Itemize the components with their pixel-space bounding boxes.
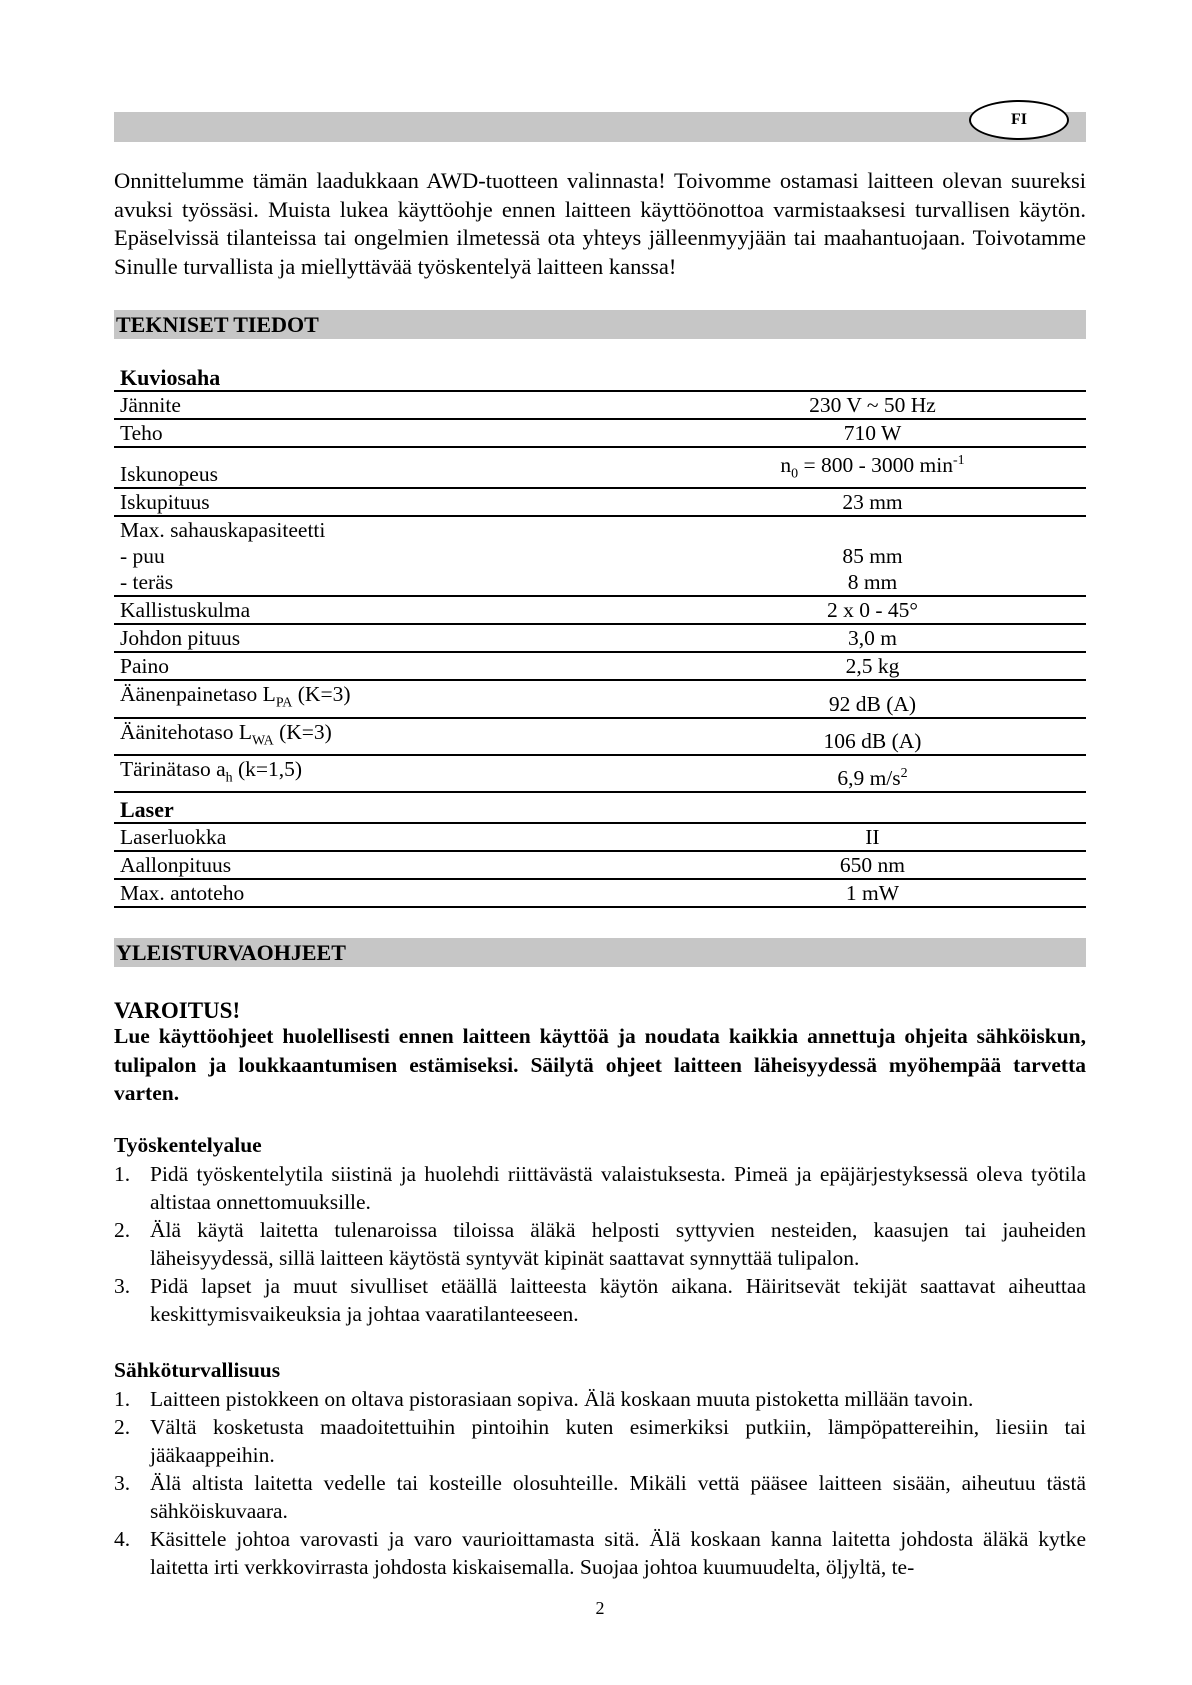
work-area-list [114,1160,1086,1328]
work-area-title: Työskentelyalue [114,1133,262,1157]
spec-value: 650 nm [659,851,1086,879]
spec-value: 2 x 0 - 45° [659,596,1086,624]
spec-value: 8 mm [847,570,898,595]
spec-label: - puu [120,544,165,569]
spec-label: Kallistuskulma [114,596,659,624]
spec-row [114,419,1086,447]
spec-row [114,391,1086,419]
spec-label: Tärinätaso $a_h$ (k=1,5) [114,755,659,792]
language-badge: FI [969,100,1069,140]
list-item [114,1385,1086,1413]
spec-row [114,596,1086,624]
spec-row [114,516,1086,543]
spec-value: 85 mm [842,544,903,569]
spec-value: II [659,823,1086,851]
spec-label: Max. antoteho [114,879,659,907]
spec-value: 230 V ~ 50 Hz [659,391,1086,419]
list-text: Älä käytä laitetta tulenaroissa tiloissa äläkä helposti syttyvien nesteiden, kaasujen tai jauheiden läheisyydessä, sillä laitteen käytöstä syntyvät kipinät saattavat synnyttää tulipalon. [150,1218,1086,1270]
electrical-safety-title: Sähköturvallisuus [114,1358,281,1382]
list-text: Pidä lapset ja muut sivulliset etäällä laitteesta käytön aikana. Häiritsevät tekijät saattavat aiheuttaa keskittymisvaikeuksia ja johtaa vaaratilanteeseen. [150,1274,1086,1326]
spec-label: Paino [114,652,659,680]
spec-row [114,447,1086,488]
spec-label: Teho [114,419,659,447]
spec-value: 6,9 $m/s^2$ [659,755,1086,792]
spec-label: - teräs [120,570,174,595]
spec-label: Laserluokka [114,823,659,851]
list-number: 3. [114,1274,131,1298]
spec-label: Johdon pituus [114,624,659,652]
list-number: 3. [114,1471,131,1495]
saw-specs-title: Kuviosaha [120,365,221,390]
list-item [114,1525,1086,1581]
list-number: 2. [114,1218,131,1242]
spec-value: 23 mm [659,488,1086,516]
laser-specs-title: Laser [120,797,174,822]
electrical-safety-list [114,1385,1086,1581]
spec-row [114,680,1086,717]
spec-row [114,624,1086,652]
spec-value: 2,5 kg [659,652,1086,680]
laser-specs-table [114,822,1086,908]
list-item [114,1413,1086,1469]
spec-row [114,823,1086,851]
spec-label: Aallonpituus [114,851,659,879]
list-number: 2. [114,1415,131,1439]
spec-value: 710 W [659,419,1086,447]
list-text: Vältä kosketusta maadoitettuihin pintoihin kuten esimerkiksi putkiin, lämpöpattereihin, liesiin tai jääkaappeihin. [150,1415,1086,1467]
list-item [114,1216,1086,1272]
spec-label: Äänenpainetaso $L_{PA}$ (K=3) [114,680,659,717]
spec-value: $n_0 = 800 - 3000$ $\min^{-1}$ [659,447,1086,488]
spec-label: Jännite [114,391,659,419]
spec-row [114,488,1086,516]
spec-row [114,851,1086,879]
list-text: Älä altista laitetta vedelle tai kosteille olosuhteille. Mikäli vettä pääsee laitteen sisään, aiheutuu tästä sähköiskuvaara. [150,1471,1086,1523]
spec-label: Iskupituus [114,488,659,516]
saw-specs-table [114,390,1086,793]
spec-row [114,652,1086,680]
list-item [114,1469,1086,1525]
header-bar [114,112,1086,142]
spec-value [659,516,1086,543]
warning-title: VAROITUS! [114,998,241,1023]
list-text: Käsittele johtoa varovasti ja varo vaurioittamasta sitä. Älä koskaan kanna laitetta johdosta äläkä kytke laitetta irti verkkovirrasta johdosta kiskaisemalla. Suojaa johtoa kuumuudelta, öljyltä, te- [150,1527,1086,1579]
page-number: 2 [595,1598,605,1618]
tech-specs-heading: TEKNISET TIEDOT [114,310,1086,339]
spec-row [114,543,1086,569]
spec-row [114,879,1086,907]
list-item [114,1272,1086,1328]
intro-paragraph: Onnittelumme tämän laadukkaan AWD-tuotteen valinnasta! Toivomme ostamasi laitteen olevan suureksi avuksi työssäsi. Muista lukea käyttöohje ennen laitteen käyttöönottoa varmistaaksesi turvallisen käytön. Epäselvissä tilanteissa tai ongelmien ilmetessä ota yhteys jälleenmyyjään tai maahantuojaan. Toivotamme Sinulle turvallista ja miellyttävää työskentelyä laitteen kanssa! [114,168,1086,279]
spec-row [114,569,1086,596]
spec-row [114,718,1086,755]
spec-value: 1 mW [659,879,1086,907]
safety-heading: YLEISTURVAOHJEET [114,938,1086,967]
spec-value: 106 dB (A) [659,718,1086,755]
spec-value: 92 dB (A) [659,680,1086,717]
spec-label: Max. sahauskapasiteetti [114,516,659,543]
list-item [114,1160,1086,1216]
spec-label: Iskunopeus [114,447,659,488]
list-number: 1. [114,1387,131,1411]
list-text: Pidä työskentelytila siistinä ja huolehdi riittävästä valaistuksesta. Pimeä ja epäjärjestyksessä oleva työtila altistaa onnettomuuksille. [150,1162,1086,1214]
warning-text: Lue käyttöohjeet huolellisesti ennen laitteen käyttöä ja noudata kaikkia annettuja ohjeita sähköiskun, tulipalon ja loukkaantumisen estämiseksi. Säilytä ohjeet laitteen läheisyydessä myöhempää tarvetta varten. [114,1024,1086,1105]
spec-label: Äänitehotaso $L_{WA}$ (K=3) [114,718,659,755]
list-number: 4. [114,1527,131,1551]
list-text: Laitteen pistokkeen on oltava pistorasiaan sopiva. Älä koskaan muuta pistoketta millään tavoin. [150,1387,974,1411]
spec-row [114,755,1086,792]
spec-value: 3,0 m [659,624,1086,652]
list-number: 1. [114,1162,131,1186]
